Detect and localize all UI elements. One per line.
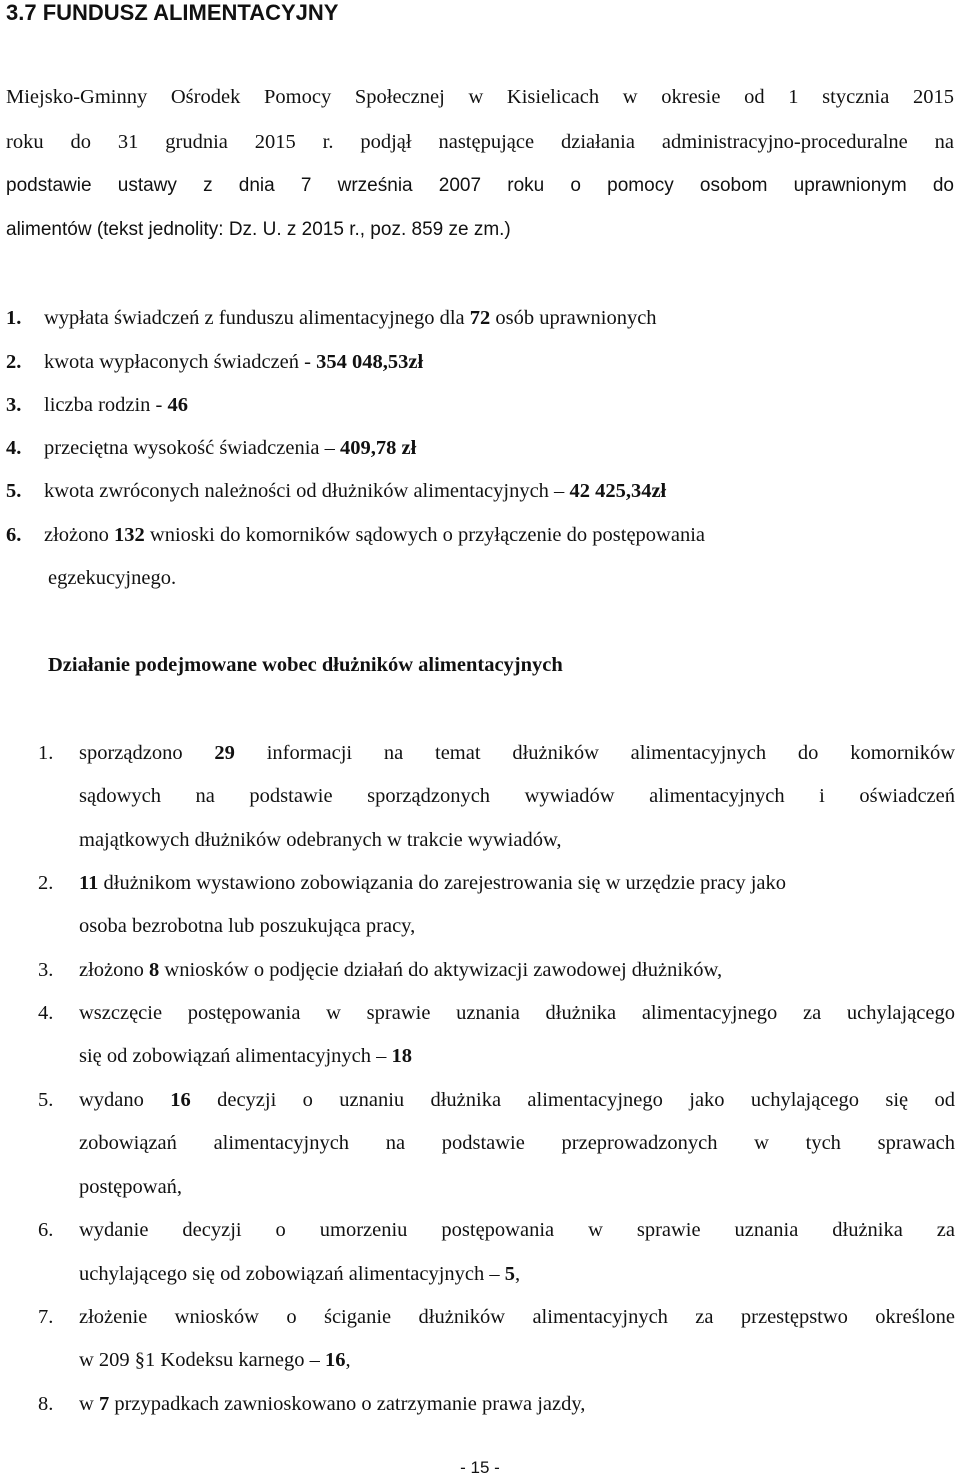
list-text: kwota zwróconych należności od dłużników alimentacyjnych – <box>44 480 570 502</box>
list-text: w <box>79 1393 99 1415</box>
list-value: 8 <box>149 959 160 981</box>
list-text: sporządzono <box>79 742 215 764</box>
list-number: 3. <box>38 959 54 981</box>
list-text: kwota wypłaconych świadczeń - <box>44 351 317 373</box>
list-value: 18 <box>391 1045 413 1067</box>
list-item-continuation: osoba bezrobotna lub poszukująca pracy, <box>79 915 416 937</box>
list-item <box>6 347 423 377</box>
list-item <box>6 476 666 506</box>
list-number: 4. <box>38 1002 54 1024</box>
list-item-continuation <box>79 1259 520 1289</box>
list-number: 8. <box>38 1393 54 1415</box>
list-number: 4. <box>6 437 22 459</box>
list-number: 2. <box>38 872 54 894</box>
list-value: 354 048,53zł <box>316 351 424 373</box>
list-item-continuation: majątkowych dłużników odebranych w trakcie wywiadów, <box>79 829 562 851</box>
list-number: 2. <box>6 351 22 373</box>
list-text: informacji na temat dłużników alimentacyjnych do komorników <box>234 742 955 764</box>
subheading: Działanie podejmowane wobec dłużników alimentacyjnych <box>48 654 563 676</box>
list-number: 6. <box>38 1219 54 1241</box>
list-value: 132 <box>114 524 145 546</box>
list-text: złożono <box>79 959 150 981</box>
list-item: wszczęcie postępowania w sprawie uznania dłużnika alimentacyjnego za uchylającego <box>79 1002 955 1024</box>
list-text: uchylającego się od zobowiązań alimentacyjnych – <box>79 1263 505 1285</box>
list-item-continuation: sądowych na podstawie sporządzonych wywiadów alimentacyjnych i oświadczeń <box>79 785 955 807</box>
intro-line: podstawie ustawy z dnia 7 września 2007 roku o pomocy osobom uprawnionym do <box>6 175 954 196</box>
list-text: w 209 §1 Kodeksu karnego – <box>79 1349 325 1371</box>
page-number: - 15 - <box>460 1458 500 1477</box>
list-item <box>6 433 416 463</box>
list-item <box>6 520 954 550</box>
list-item: wydanie decyzji o umorzeniu postępowania w sprawie uznania dłużnika za <box>79 1219 955 1241</box>
section-heading: 3.7 FUNDUSZ ALIMENTACYJNY <box>6 0 339 25</box>
list-item <box>79 738 955 768</box>
list-text: wniosków o podjęcie działań do aktywizacji zawodowej dłużników, <box>159 959 723 981</box>
list-number: 6. <box>6 524 22 546</box>
intro-line: Miejsko-Gminny Ośrodek Pomocy Społecznej w Kisielicach w okresie od 1 stycznia 2015 <box>6 86 954 108</box>
list-text: przeciętna wysokość świadczenia – <box>44 437 340 459</box>
list-text: złożono <box>44 524 115 546</box>
list-item-continuation: egzekucyjnego. <box>48 567 177 589</box>
intro-line: alimentów (tekst jednolity: Dz. U. z 2015 r., poz. 859 ze zm.) <box>6 219 511 240</box>
list-item <box>79 1085 955 1115</box>
list-item <box>6 390 188 420</box>
list-text: wnioski do komorników sądowych o przyłączenie do postępowania <box>144 524 705 546</box>
list-value: 409,78 zł <box>340 437 417 459</box>
list-text: decyzji o uznaniu dłużnika alimentacyjnego jako uchylającego się od <box>190 1089 955 1111</box>
list-number: 5. <box>38 1089 54 1111</box>
list-number: 5. <box>6 480 22 502</box>
list-value: 42 425,34zł <box>569 480 667 502</box>
list-item-continuation: zobowiązań alimentacyjnych na podstawie przeprowadzonych w tych sprawach <box>79 1132 955 1154</box>
list-item <box>79 868 786 898</box>
list-number: 1. <box>38 742 54 764</box>
list-number: 1. <box>6 307 22 329</box>
list-number: 7. <box>38 1306 54 1328</box>
list-text: , <box>345 1349 351 1371</box>
list-item <box>6 303 657 333</box>
list-value: 72 <box>469 307 491 329</box>
list-value: 29 <box>214 742 235 764</box>
list-value: 5 <box>504 1263 516 1285</box>
list-value: 46 <box>167 394 189 416</box>
list-item: złożenie wniosków o ściganie dłużników alimentacyjnych za przestępstwo określone <box>79 1306 955 1328</box>
list-text: osób uprawnionych <box>490 307 657 329</box>
list-text: , <box>515 1263 521 1285</box>
list-value: 7 <box>98 1393 110 1415</box>
list-text: liczba rodzin - <box>44 394 168 416</box>
list-item <box>79 955 722 985</box>
list-value: 16 <box>170 1089 191 1111</box>
list-item-continuation <box>79 1345 351 1375</box>
list-item <box>79 1389 585 1419</box>
list-text: się od zobowiązań alimentacyjnych – <box>79 1045 392 1067</box>
list-number: 3. <box>6 394 22 416</box>
list-text: przypadkach zawnioskowano o zatrzymanie prawa jazdy, <box>109 1393 586 1415</box>
list-value: 11 <box>79 872 99 894</box>
list-item-continuation: postępowań, <box>79 1176 183 1198</box>
list-item-continuation <box>79 1041 412 1071</box>
list-text: wydano <box>79 1089 171 1111</box>
list-text: dłużnikom wystawiono zobowiązania do zarejestrowania się w urzędzie pracy jako <box>98 872 787 894</box>
list-value: 16 <box>324 1349 346 1371</box>
intro-line: roku do 31 grudnia 2015 r. podjął następujące działania administracyjno-proceduralne na <box>6 131 954 153</box>
list-text: wypłata świadczeń z funduszu alimentacyjnego dla <box>44 307 470 329</box>
